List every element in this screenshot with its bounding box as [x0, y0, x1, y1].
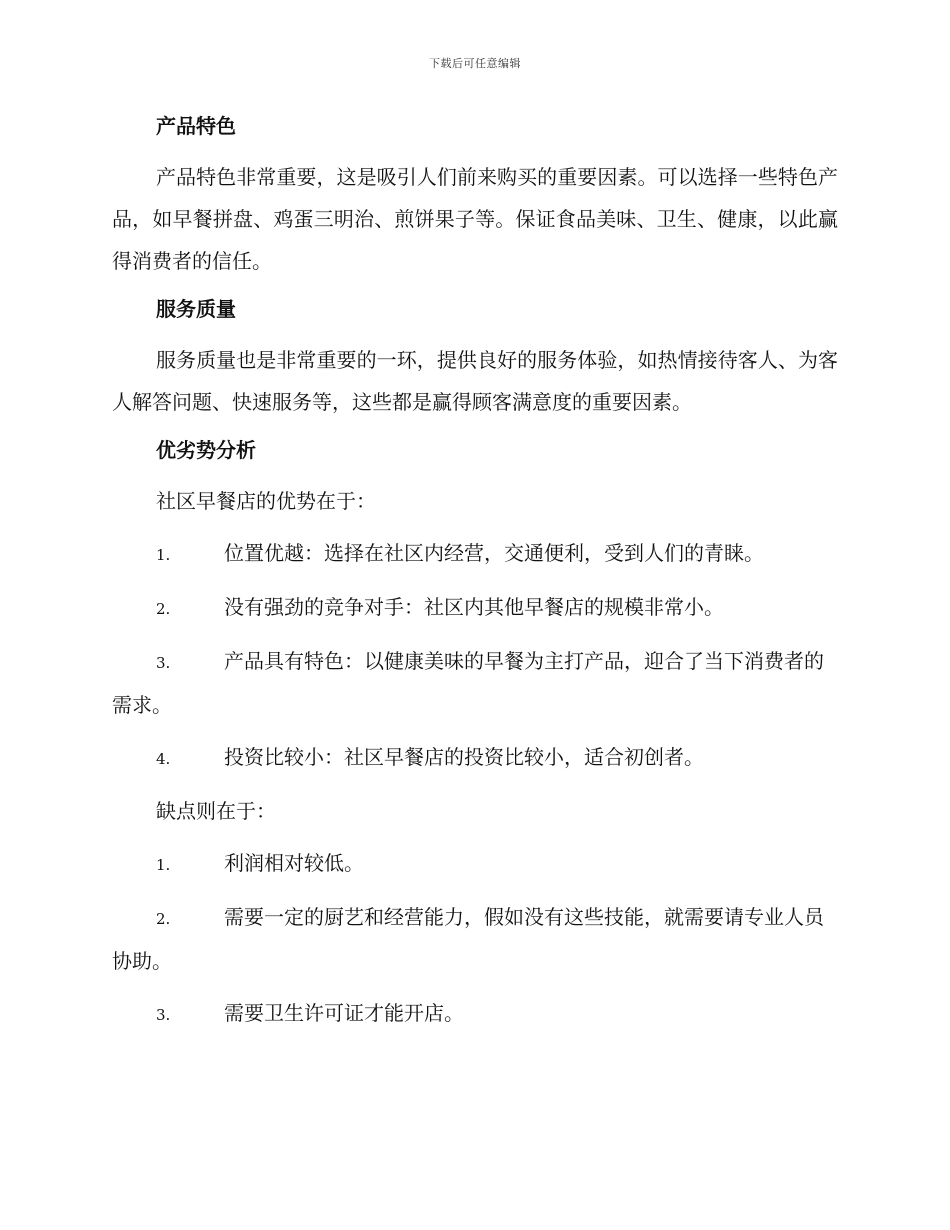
section-body-service: 服务质量也是非常重要的一环，提供良好的服务体验，如热情接待客人、为客人解答问题、快速服务等，这些都是赢得顾客满意度的重要因素。 — [112, 348, 838, 414]
list-text: 需要卫生许可证才能开店。 — [224, 1001, 464, 1025]
advantage-item — [112, 736, 838, 780]
list-text: 产品具有特色：以健康美味的早餐为主打产品，迎合了当下消费者的需求。 — [112, 649, 824, 717]
list-number: 2. — [156, 600, 171, 618]
list-text: 位置优越：选择在社区内经营，交通便利，受到人们的青睐。 — [224, 541, 764, 565]
disadvantage-item — [112, 842, 838, 886]
list-number: 3. — [156, 654, 171, 672]
section-body-features: 产品特色非常重要，这是吸引人们前来购买的重要因素。可以选择一些特色产品，如早餐拼盘、鸡蛋三明治、煎饼果子等。保证食品美味、卫生、健康，以此赢得消费者的信任。 — [112, 165, 838, 273]
list-text: 投资比较小：社区早餐店的投资比较小，适合初创者。 — [224, 745, 704, 769]
advantage-item — [112, 586, 838, 630]
list-number: 3. — [156, 1006, 171, 1024]
section-heading-service: 服务质量 — [156, 297, 236, 321]
disadvantage-item — [112, 992, 838, 1036]
list-number: 2. — [156, 910, 171, 928]
list-number: 1. — [156, 546, 171, 564]
advantages-intro: 社区早餐店的优势在于： — [156, 489, 376, 513]
document-body — [112, 108, 838, 1046]
header-note: 下载后可任意编辑 — [429, 57, 521, 70]
list-number: 1. — [156, 856, 171, 874]
advantage-item — [112, 640, 838, 726]
advantage-item — [112, 532, 838, 576]
list-text: 没有强劲的竞争对手：社区内其他早餐店的规模非常小。 — [224, 595, 724, 619]
section-heading-swot: 优劣势分析 — [156, 438, 256, 462]
section-heading-features: 产品特色 — [156, 114, 236, 138]
disadvantage-item — [112, 896, 838, 982]
list-text: 利润相对较低。 — [224, 851, 364, 875]
list-number: 4. — [156, 750, 171, 768]
disadvantages-intro: 缺点则在于： — [156, 799, 276, 823]
list-text: 需要一定的厨艺和经营能力，假如没有这些技能，就需要请专业人员协助。 — [112, 905, 824, 973]
